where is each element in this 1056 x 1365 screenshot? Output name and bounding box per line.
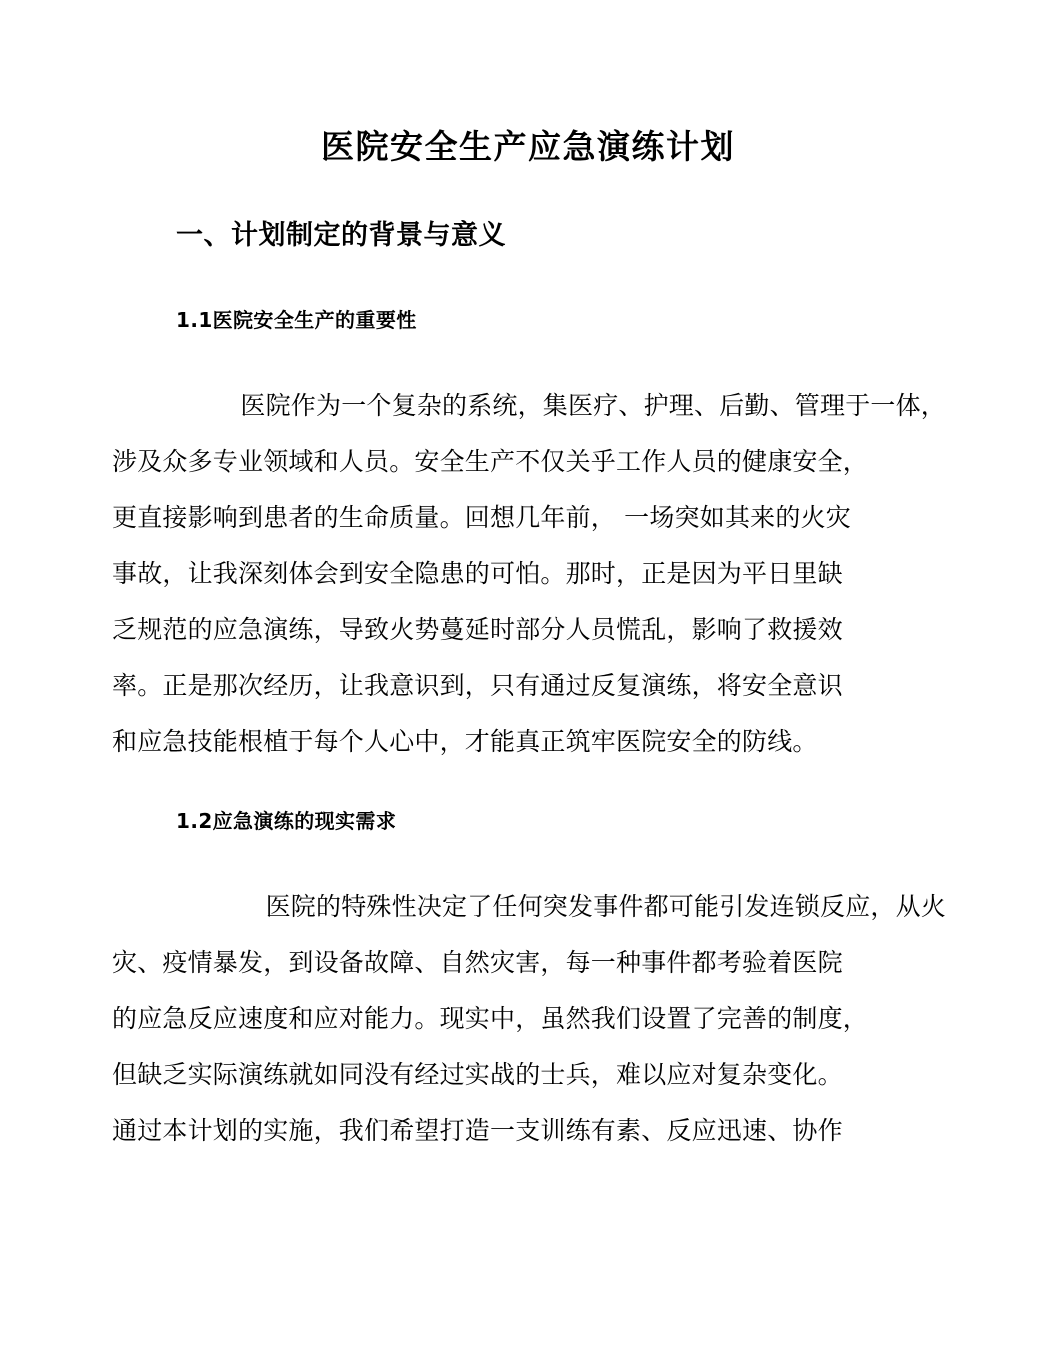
paragraph-line bbox=[112, 546, 946, 602]
paragraph-line bbox=[112, 434, 946, 490]
section-heading-1: 一、计划制定的背景与意义 bbox=[176, 220, 506, 251]
paragraph-line-text: 和应急技能根植于每个人心中，才能真正筑牢医院安全的防线。 bbox=[112, 727, 818, 756]
paragraph-1-1 bbox=[112, 378, 946, 770]
paragraph-line bbox=[112, 991, 946, 1047]
paragraph-line-text: 率。正是那次经历，让我意识到，只有通过反复演练，将安全意识 bbox=[112, 671, 843, 700]
paragraph-line-text: 通过本计划的实施，我们希望打造一支训练有素、反应迅速、协作 bbox=[112, 1116, 843, 1145]
paragraph-line bbox=[112, 714, 946, 770]
paragraph-line bbox=[112, 658, 946, 714]
paragraph-line-text: 医院作为一个复杂的系统，集医疗、护理、后勤、管理于一体， bbox=[240, 391, 946, 420]
paragraph-line bbox=[112, 1047, 946, 1103]
paragraph-line-text: 涉及众多专业领域和人员。安全生产不仅关乎工作人员的健康安全， bbox=[112, 447, 869, 476]
paragraph-line bbox=[112, 1103, 946, 1159]
paragraph-line-text: 的应急反应速度和应对能力。现实中，虽然我们设置了完善的制度， bbox=[112, 1004, 869, 1033]
paragraph-line bbox=[112, 935, 946, 991]
paragraph-line bbox=[112, 879, 946, 935]
page-title: 医院安全生产应急演练计划 bbox=[321, 127, 735, 166]
paragraph-line-text: 灾、疫情暴发，到设备故障、自然灾害，每一种事件都考验着医院 bbox=[112, 948, 843, 977]
paragraph-line bbox=[112, 490, 946, 546]
paragraph-line-text: 医院的特殊性决定了任何突发事件都可能引发连锁反应，从火 bbox=[265, 892, 946, 921]
first-line-indent bbox=[112, 879, 164, 935]
paragraph-1-2 bbox=[112, 879, 946, 1159]
paragraph-line-text: 乏规范的应急演练，导致火势蔓延时部分人员慌乱，影响了救援效 bbox=[112, 615, 843, 644]
subsection-heading-1-2: 1.2应急演练的现实需求 bbox=[176, 809, 397, 833]
paragraph-line bbox=[112, 378, 946, 434]
paragraph-line-text: 更直接影响到患者的生命质量。回想几年前， 一场突如其来的火灾 bbox=[112, 503, 851, 532]
paragraph-line-text: 事故，让我深刻体会到安全隐患的可怕。那时，正是因为平日里缺 bbox=[112, 559, 843, 588]
subsection-heading-1-1: 1.1医院安全生产的重要性 bbox=[176, 308, 417, 332]
paragraph-line-text: 但缺乏实际演练就如同没有经过实战的士兵，难以应对复杂变化。 bbox=[112, 1060, 843, 1089]
first-line-indent bbox=[112, 378, 164, 434]
paragraph-line bbox=[112, 602, 946, 658]
